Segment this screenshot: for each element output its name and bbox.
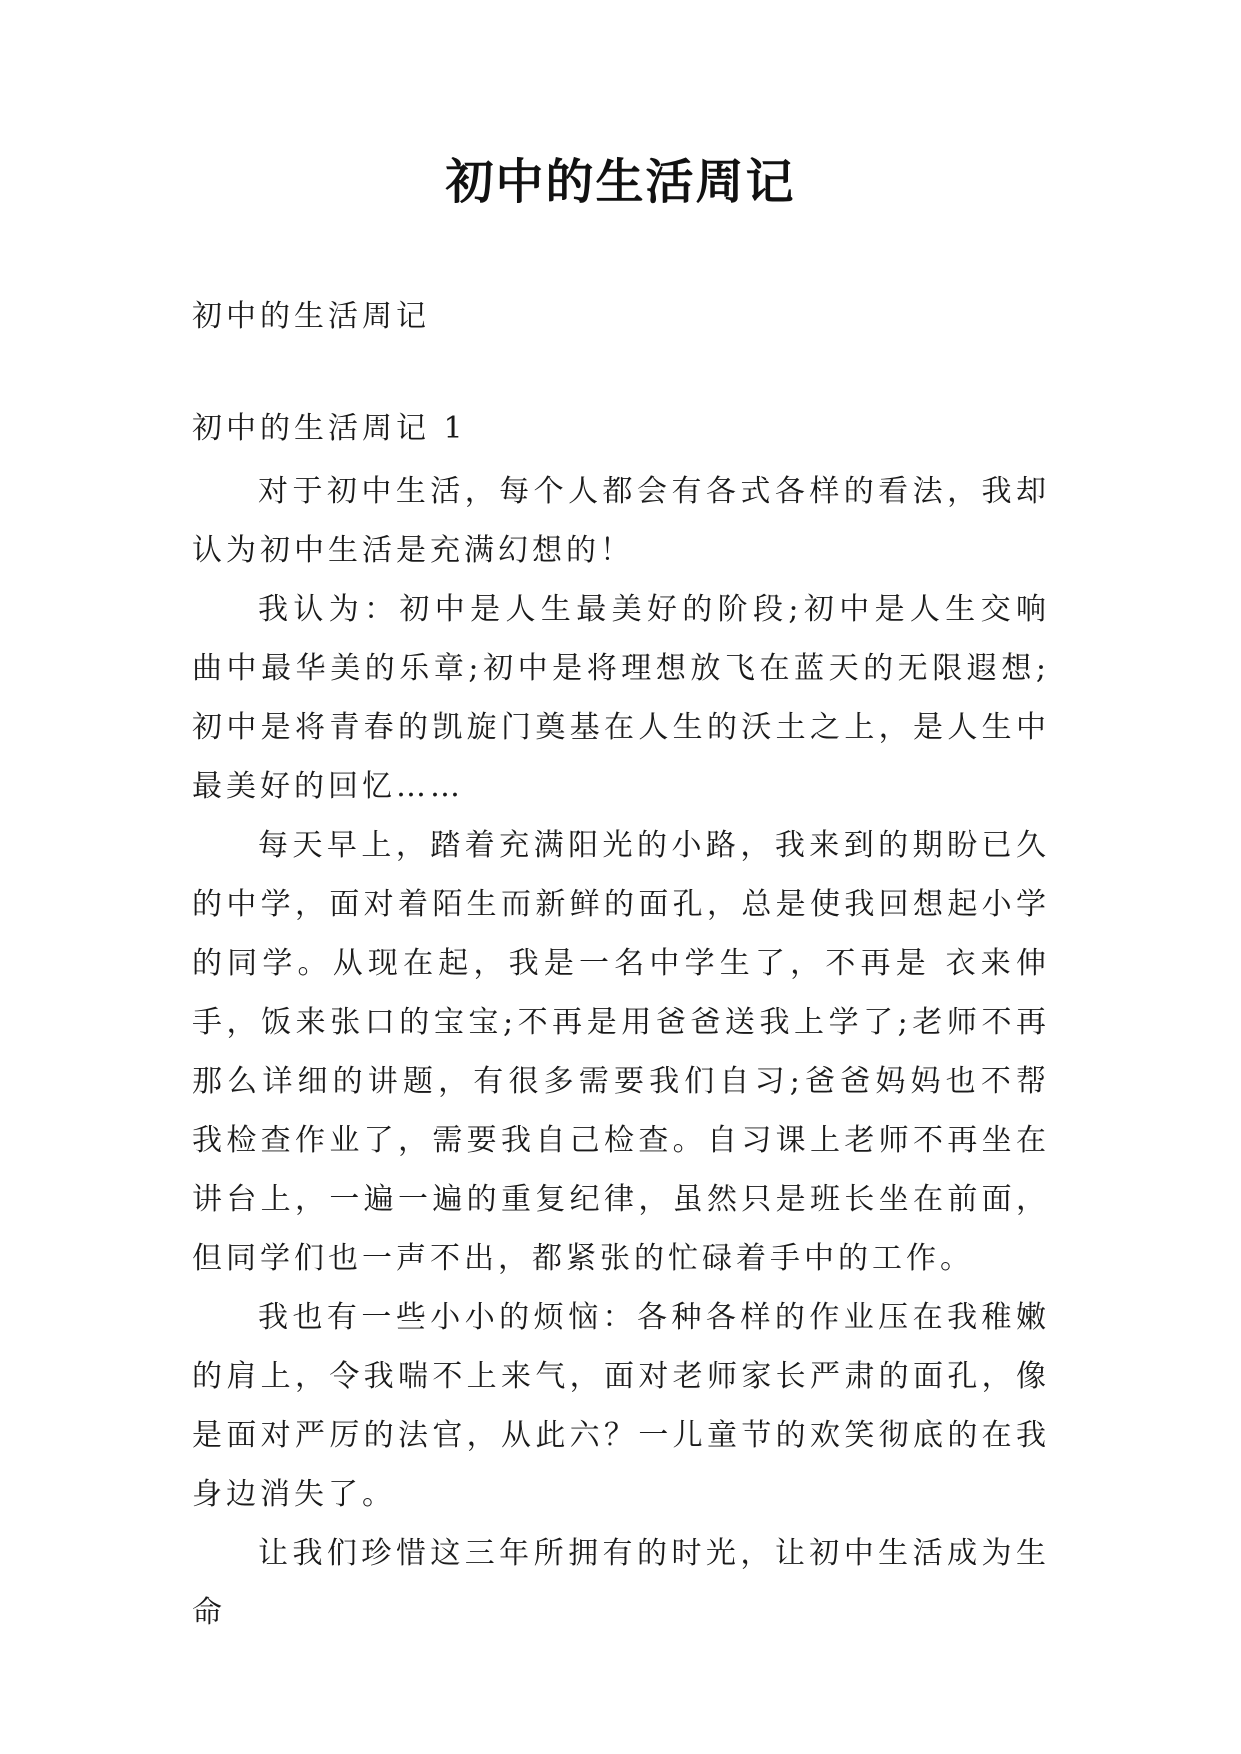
paragraph: 每天早上，踏着充满阳光的小路，我来到的期盼已久的中学，面对着陌生而新鲜的面孔，总是使我回想起小学的同学。从现在起，我是一名中学生了，不再是 衣来伸手，饭来张口的宝宝;不再是用爸爸送我上学了;老师不再那么详细的讲题，有很多需要我们自习;爸爸妈妈也不帮我检查作业了，需要我自己检查。自习课上老师不再坐在讲台上，一遍一遍的重复纪律，虽然只是班长坐在前面，但同学们也一声不出，都紧张的忙碌着手中的工作。	[192, 828, 1050, 1276]
paragraph: 我认为：初中是人生最美好的阶段;初中是人生交响曲中最华美的乐章;初中是将理想放飞在蓝天的无限遐想;初中是将青春的凯旋门奠基在人生的沃土之上，是人生中最美好的回忆……	[192, 592, 1050, 804]
paragraph: 对于初中生活，每个人都会有各式各样的看法，我却认为初中生活是充满幻想的！	[192, 474, 1050, 568]
section-heading: 初中的生活周记 1	[192, 411, 467, 446]
article-body	[192, 462, 1050, 1642]
paragraph: 让我们珍惜这三年所拥有的时光，让初中生活成为生命	[192, 1536, 1050, 1630]
document-subtitle: 初中的生活周记	[192, 299, 430, 334]
paragraph: 我也有一些小小的烦恼：各种各样的作业压在我稚嫩的肩上，令我喘不上来气，面对老师家长严肃的面孔，像是面对严厉的法官，从此六？一儿童节的欢笑彻底的在我身边消失了。	[192, 1300, 1050, 1512]
document-title: 初中的生活周记	[445, 154, 796, 210]
